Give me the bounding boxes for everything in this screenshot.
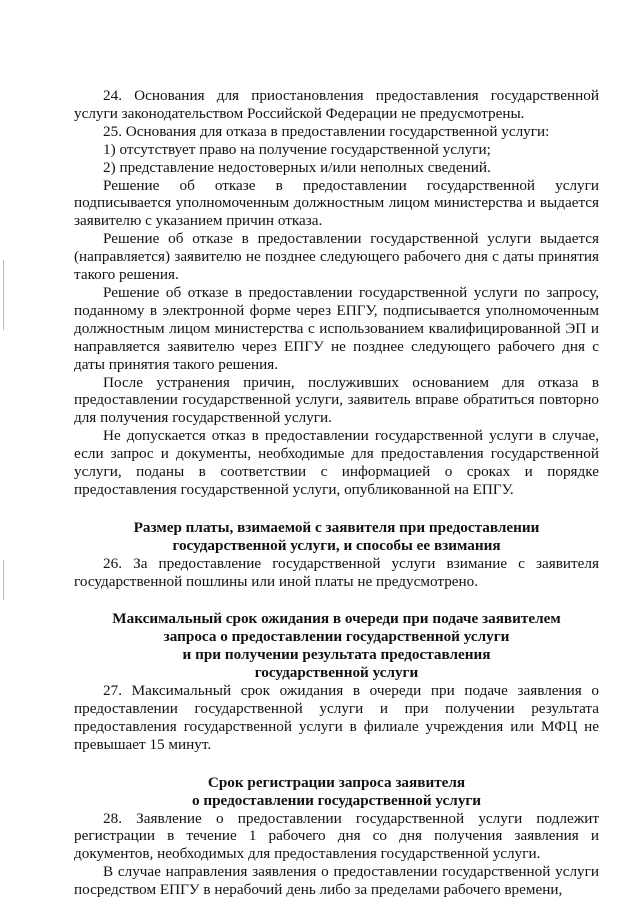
heading-registration-line-1: Срок регистрации запроса заявителя bbox=[207, 773, 466, 791]
paragraph-28: 28. Заявление о предоставлении государственной услуги подлежит регистрации в течение 1 рабочего дня со дня получения заявления и документов, необходимых для предоставления государственной услуги. bbox=[74, 809, 599, 863]
heading-queue-line-4: государственной услуги bbox=[254, 664, 419, 682]
scan-edge-mark bbox=[3, 560, 4, 600]
heading-registration-line-2: о предоставлении государственной услуги bbox=[191, 791, 482, 809]
heading-fee-line-2: государственной услуги, и способы ее взимания bbox=[172, 536, 501, 554]
paragraph-25-intro: 25. Основания для отказа в предоставлении государственной услуги: bbox=[103, 122, 550, 140]
paragraph-25-item-2: 2) представление недостоверных и/или неполных сведений. bbox=[103, 158, 491, 176]
scan-edge-mark bbox=[3, 260, 4, 330]
paragraph-25-signing: Решение об отказе в предоставлении государственной услуги подписывается уполномоченным должностным лицом министерства и выдается заявителю с указанием причин отказа. bbox=[74, 176, 599, 230]
document-body bbox=[74, 87, 599, 899]
paragraph-24: 24. Основания для приостановления предоставления государственной услуги законодательством Российской Федерации не предусмотрены. bbox=[74, 87, 599, 122]
heading-queue-line-3: и при получении результата предоставления bbox=[182, 646, 491, 664]
paragraph-26: 26. За предоставление государственной услуги взимание с заявителя государственной пошлины или иной платы не предусмотрено. bbox=[74, 554, 599, 590]
heading-queue-line-1: Максимальный срок ожидания в очереди при подаче заявителем bbox=[112, 610, 561, 628]
paragraph-25-item-1: 1) отсутствует право на получение государственной услуги; bbox=[103, 140, 491, 158]
paragraph-28-epgu: В случае направления заявления о предоставлении государственной услуги посредством ЕПГУ в нерабочий день либо за пределами рабочего времени, bbox=[74, 863, 599, 899]
paragraph-25-not-allowed: Не допускается отказ в предоставлении государственной услуги в случае, если запрос и документы, необходимые для предоставления государственной услуги, поданы в соответствии с информацией о сроках и порядке предоставления государственной услуги, опубликованной на ЕПГУ. bbox=[74, 427, 599, 498]
heading-fee-line-1: Размер платы, взимаемой с заявителя при предоставлении bbox=[133, 518, 540, 536]
paragraph-25-electronic: Решение об отказе в предоставлении государственной услуги по запросу, поданному в электронной форме через ЕПГУ, подписывается уполномоченным должностным лицом министерства с использованием квалифицированной ЭП и направляется заявителю через ЕПГУ не позднее следующего рабочего дня с даты принятия такого решения. bbox=[74, 283, 599, 373]
heading-queue-line-2: запроса о предоставлении государственной услуги bbox=[163, 628, 510, 646]
paragraph-27: 27. Максимальный срок ожидания в очереди при подаче заявления о предоставлении государственной услуги и при получении результата предоставления государственной услуги в филиале учреждения или МФЦ не превышает 15 минут. bbox=[74, 682, 599, 753]
paragraph-25-issue: Решение об отказе в предоставлении государственной услуги выдается (направляется) заявителю не позднее следующего рабочего дня с даты принятия такого решения. bbox=[74, 230, 599, 284]
paragraph-25-repeat: После устранения причин, послуживших основанием для отказа в предоставлении государственной услуги, заявитель вправе обратиться повторно для получения государственной услуги. bbox=[74, 373, 599, 427]
